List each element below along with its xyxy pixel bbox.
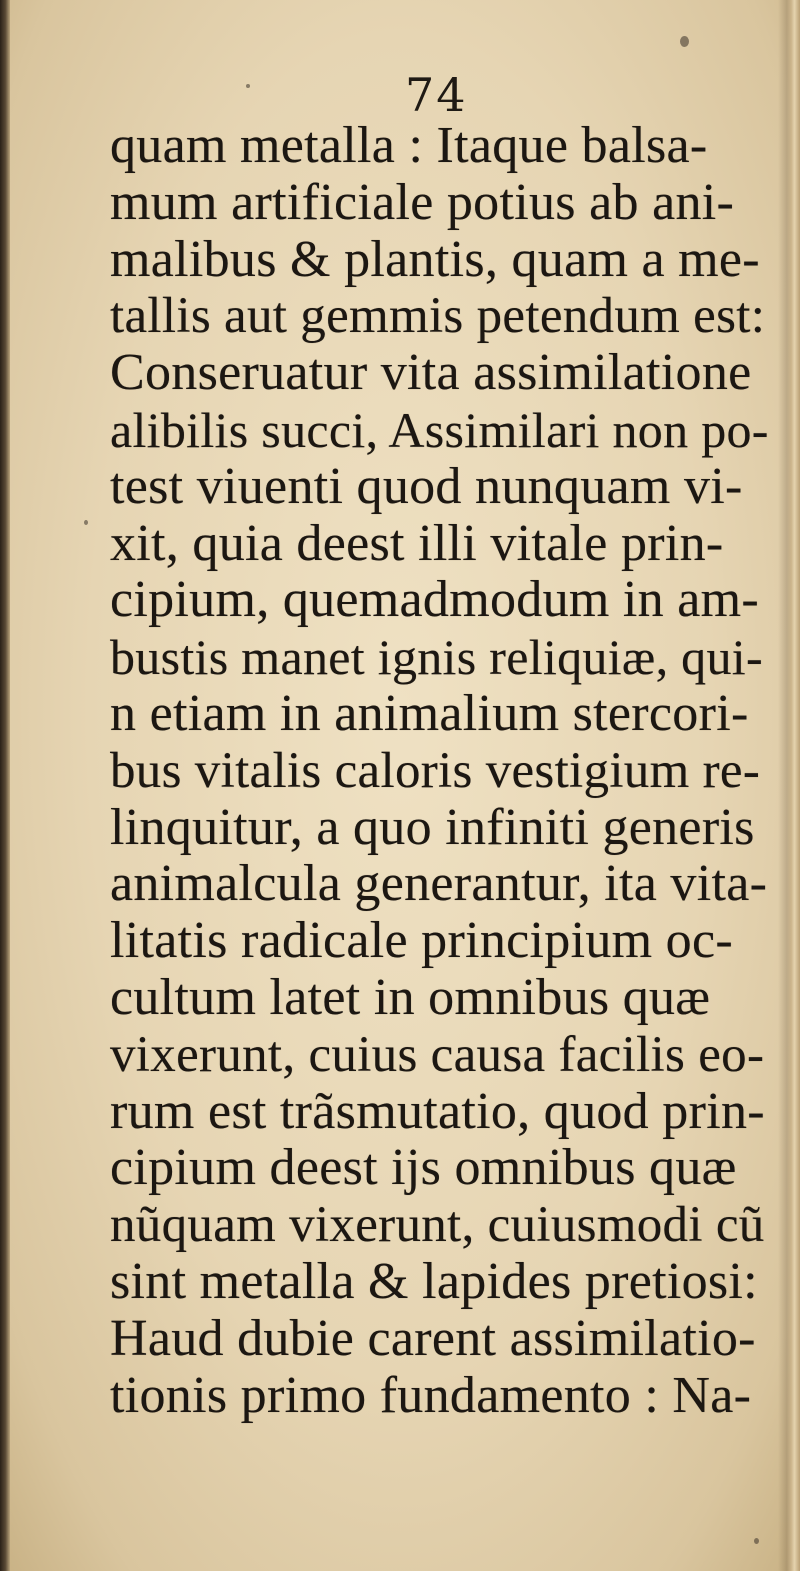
text-line: xit, quia deest illi vitale prin- xyxy=(110,514,724,572)
page-number: 74 xyxy=(405,68,468,122)
text-line: linquitur, a quo infiniti generis xyxy=(110,798,755,856)
text-line: mum artificiale potius ab ani- xyxy=(110,173,735,231)
text-line: tallis aut gemmis petendum est: xyxy=(110,288,766,345)
ink-speck xyxy=(754,1538,759,1544)
text-line: animalcula generantur, ita vita- xyxy=(110,855,768,913)
text-line: Haud dubie carent assimilatio- xyxy=(110,1309,756,1367)
text-line: bus vitalis caloris vestigium re- xyxy=(110,742,761,799)
text-line: bustis manet ignis reliquiæ, qui- xyxy=(110,629,763,686)
ink-speck xyxy=(84,520,88,525)
text-line: n etiam in animalium stercori- xyxy=(110,684,749,742)
text-line: tionis primo fundamento : Na- xyxy=(110,1366,752,1424)
text-line: malibus & plantis, quam a me- xyxy=(110,230,760,288)
page-binding-edge xyxy=(0,0,10,1571)
text-line: sint metalla & lapides pretiosi: xyxy=(110,1252,758,1310)
text-line: vixerunt, cuius causa facilis eo- xyxy=(110,1026,765,1083)
text-line: rum est trãsmutatio, quod prin- xyxy=(110,1082,765,1140)
ink-speck xyxy=(680,36,689,47)
text-line: quam metalla : Itaque balsa- xyxy=(110,117,708,174)
text-line: alibilis succi, Assimilari non po- xyxy=(110,401,769,458)
ink-speck xyxy=(246,84,250,88)
text-line: cultum latet in omnibus quæ xyxy=(110,968,711,1026)
body-text xyxy=(110,118,770,1424)
text-line: test viuenti quod nunquam vi- xyxy=(110,457,743,515)
text-line: nũquam vixerunt, cuiusmodi cũ xyxy=(110,1197,765,1254)
text-line: Conseruatur vita assimilatione xyxy=(110,344,752,402)
text-line: cipium, quemadmodum in am- xyxy=(110,571,760,629)
text-line: litatis radicale principium oc- xyxy=(110,912,733,970)
text-line: cipium deest ijs omnibus quæ xyxy=(110,1139,737,1197)
page-right-edge xyxy=(778,0,800,1571)
